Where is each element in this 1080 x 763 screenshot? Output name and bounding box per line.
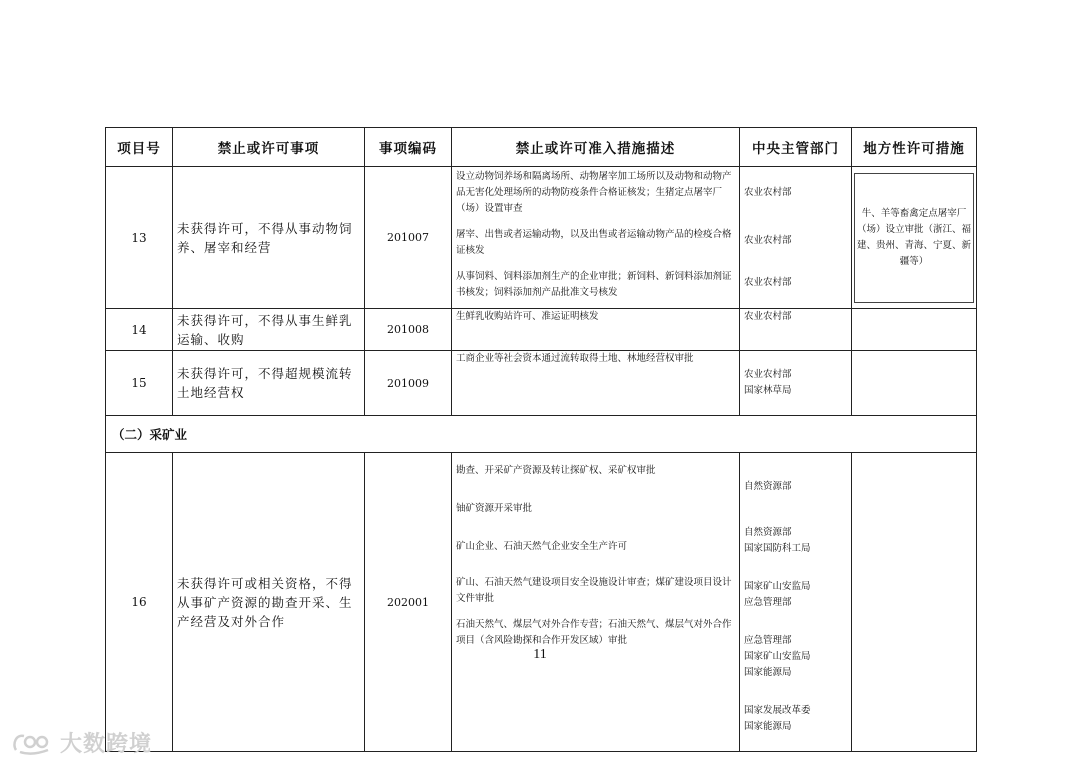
measure-text: 工商企业等社会资本通过流转取得土地、林地经营权审批 [456,353,694,364]
page-number: 11 [533,647,547,662]
row-code: 201007 [365,167,452,309]
row-depts [740,351,852,416]
dept-text: 国家发展改革委 国家能源局 [744,705,811,732]
dept-text: 农业农村部 [744,277,792,288]
measure-text: 从事饲料、饲料添加剂生产的企业审批；新饲料、新饲料添加剂证书核发；饲料添加剂产品批准文号核发 [456,271,732,298]
dept-text: 国家矿山安监局 应急管理部 [744,581,811,608]
row-depts [740,167,852,309]
row-code: 201009 [365,351,452,416]
row-local [852,351,977,416]
table-row [106,351,977,416]
row-no: 16 [106,453,173,752]
dept-text: 自然资源部 [744,481,792,492]
dept-text: 农业农村部 [744,187,792,198]
row-measures [452,309,740,351]
watermark-text: 大数跨境 [60,732,153,757]
measure-text: 矿山企业、石油天然气企业安全生产许可 [456,541,628,552]
row-item: 未获得许可，不得从事生鲜乳运输、收购 [173,309,365,351]
measure-text: 生鲜乳收购站许可、准运证明核发 [456,311,599,322]
row-code: 201008 [365,309,452,351]
row-local [852,167,977,309]
measure-text: 设立动物饲养场和隔离场所、动物屠宰加工场所以及动物和动物产品无害化处理场所的动物防疫条件合格证核发；生猪定点屠宰厂（场）设置审查 [456,171,732,214]
dept-text: 应急管理部 国家矿山安监局 国家能源局 [744,635,811,678]
section-row [106,416,977,453]
header-item: 禁止或许可事项 [173,128,365,167]
dept-text: 农业农村部 国家林草局 [744,369,792,396]
row-item: 未获得许可，不得超规模流转土地经营权 [173,351,365,416]
row-no: 13 [106,167,173,309]
row-measures [452,351,740,416]
row-local [852,309,977,351]
header-row [106,128,977,167]
watermark [10,727,152,758]
row-measures [452,167,740,309]
table-row [106,453,977,752]
local-text: 牛、羊等畜禽定点屠宰厂（场）设立审批（浙江、福建、贵州、青海、宁夏、新疆等） [857,207,972,267]
measure-text: 石油天然气、煤层气对外合作专营；石油天然气、煤层气对外合作项目（含风险勘探和合作开发区域）审批 [456,619,732,646]
row-no: 15 [106,351,173,416]
row-depts [740,309,852,351]
measure-text: 勘查、开采矿产资源及转让探矿权、采矿权审批 [456,465,656,476]
dept-text: 农业农村部 [744,311,792,322]
measure-text: 矿山、石油天然气建设项目安全设施设计审查；煤矿建设项目设计文件审批 [456,577,732,604]
row-local [852,453,977,752]
local-measure-box [854,173,974,303]
row-depts [740,453,852,752]
header-measures: 禁止或许可准入措施描述 [452,128,740,167]
header-local-measures: 地方性许可措施 [852,128,977,167]
dept-text: 农业农村部 [744,235,792,246]
row-code: 202001 [365,453,452,752]
row-item: 未获得许可或相关资格，不得从事矿产资源的勘查开采、生产经营及对外合作 [173,453,365,752]
table-row [106,309,977,351]
watermark-logo-icon [10,730,54,756]
measure-text: 屠宰、出售或者运输动物，以及出售或者运输动物产品的检疫合格证核发 [456,229,732,256]
dept-text: 自然资源部 国家国防科工局 [744,527,811,554]
measure-text: 铀矿资源开采审批 [456,503,533,514]
row-item: 未获得许可，不得从事动物饲养、屠宰和经营 [173,167,365,309]
row-measures [452,453,740,752]
header-central-dept: 中央主管部门 [740,128,852,167]
table-row [106,167,977,309]
row-no: 14 [106,309,173,351]
section-title: （二）采矿业 [106,416,977,453]
header-project-no: 项目号 [106,128,173,167]
header-code: 事项编码 [365,128,452,167]
